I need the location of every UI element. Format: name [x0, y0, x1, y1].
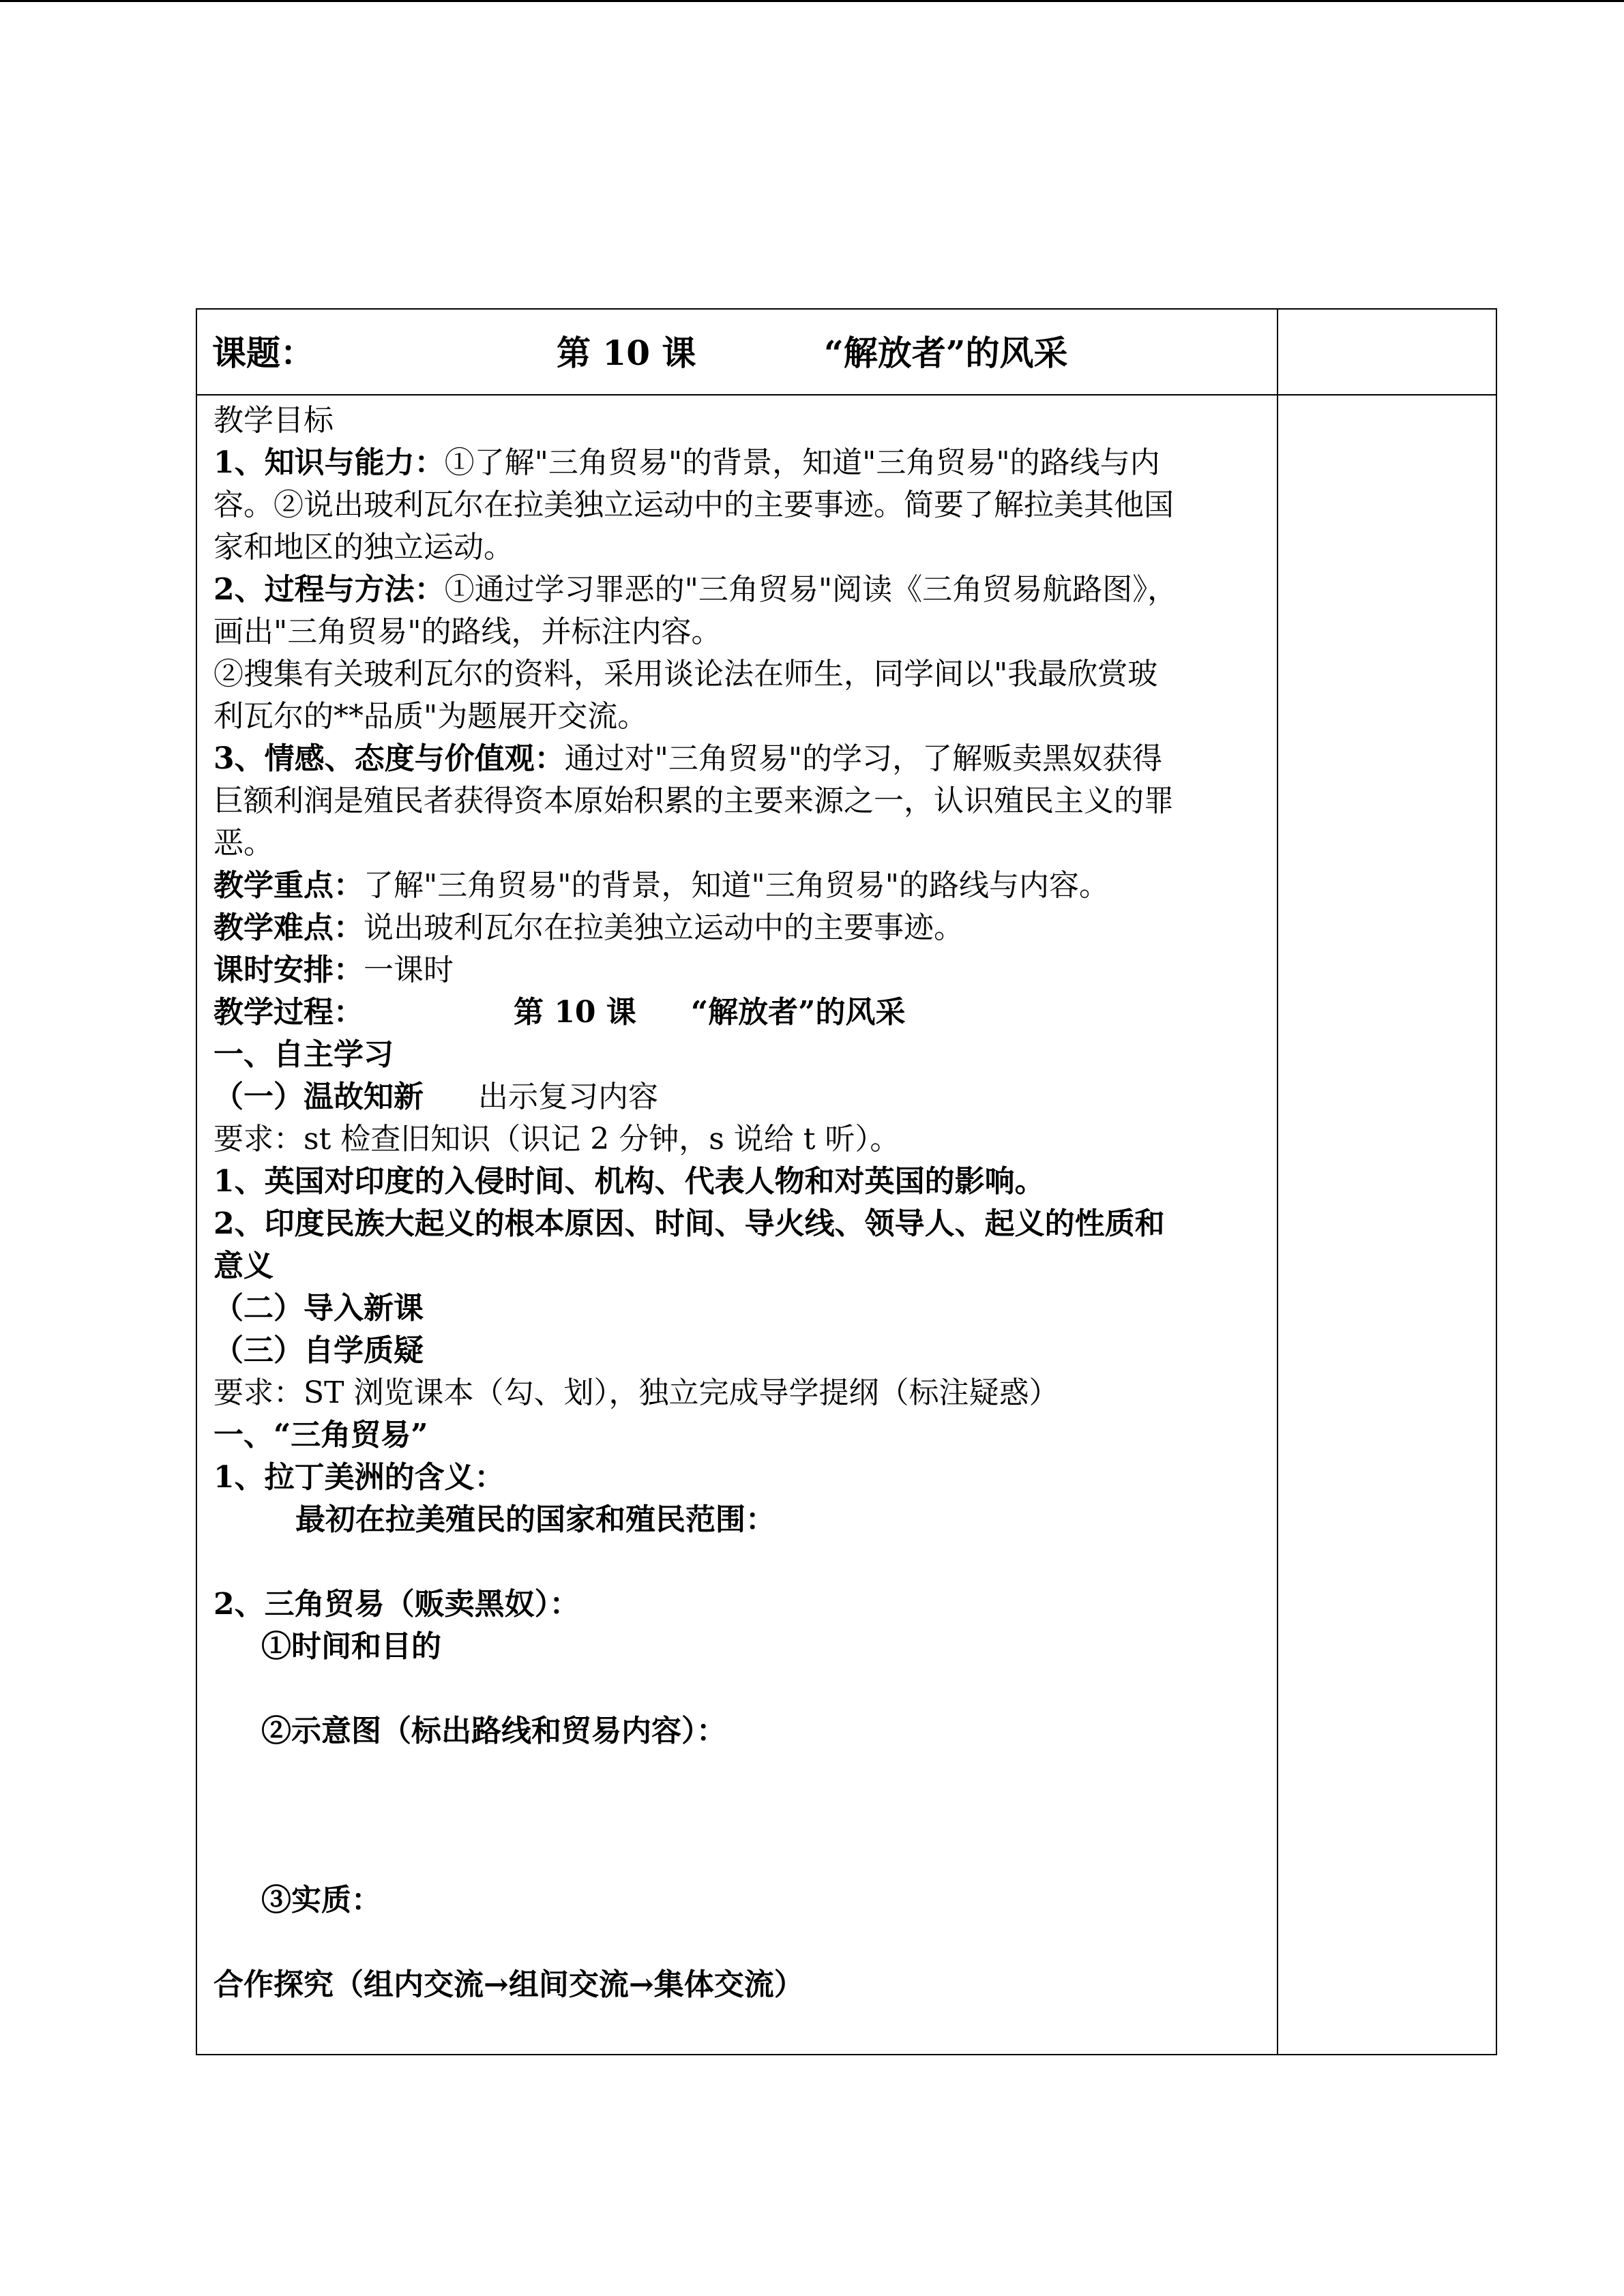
requirement-2: 要求：ST 浏览课本（勾、划），独立完成导学提纲（标注疑惑）	[213, 1375, 1059, 1410]
objective-2-line-2: 画出"三角贸易"的路线，并标注内容。	[213, 614, 722, 649]
cooperative-inquiry: 合作探究（组内交流→组间交流→集体交流）	[213, 1967, 804, 2002]
objective-3-text: 通过对"三角贸易"的学习，了解贩卖黑奴获得	[564, 741, 1163, 776]
diagram-question: ②示意图（标出路线和贸易内容）：	[261, 1714, 726, 1748]
title-lesson-name: “解放者”的风采	[824, 333, 1068, 373]
title-lesson-number: 第 10 课	[557, 333, 696, 373]
process-heading	[213, 992, 1267, 1034]
answer-space	[213, 1922, 1267, 1964]
difficulty-label: 教学难点：	[213, 910, 364, 945]
process-lesson-name: “解放者”的风采	[690, 995, 906, 1030]
latin-america-question: 1、拉丁美洲的含义：	[213, 1460, 505, 1495]
process-label: 教学过程：	[213, 995, 364, 1030]
objective-2-label: 2、过程与方法：	[213, 572, 445, 607]
title-label: 课题：	[212, 333, 314, 373]
difficulty-text: 说出玻利瓦尔在拉美独立运动中的主要事迹。	[364, 910, 964, 945]
process-lesson-number: 第 10 课	[514, 995, 636, 1030]
colonial-range-question: 最初在拉美殖民的国家和殖民范围：	[295, 1502, 776, 1537]
page-top-border	[0, 0, 1624, 2]
key-point-line	[213, 865, 1267, 907]
column-divider	[1277, 310, 1278, 2054]
triangle-trade-heading: 一、“三角贸易”	[213, 1418, 428, 1452]
objective-2-text: ①通过学习罪恶的"三角贸易"阅读《三角贸易航路图》，	[444, 572, 1178, 607]
review-question-2-line-2: 意义	[213, 1249, 274, 1283]
objective-3-line-1	[213, 738, 1267, 780]
objective-2-line-1	[213, 569, 1267, 611]
time-purpose-question: ①时间和目的	[261, 1629, 441, 1664]
triangle-trade-question: 2、三角贸易（贩卖黑奴）：	[213, 1587, 580, 1622]
objective-3-line-2: 巨额利润是殖民者获得资本原始积累的主要来源之一，认识殖民主义的罪	[213, 784, 1174, 818]
objective-2-line-3: ②搜集有关玻利瓦尔的资料，采用谈论法在师生，同学间以"我最欣赏玻	[213, 657, 1158, 691]
lesson-content	[213, 400, 1267, 2006]
requirement-1: 要求：st 检查旧知识（识记 2 分钟，s 说给 t 听）。	[213, 1122, 900, 1157]
review-label: （一）温故知新	[213, 1079, 424, 1114]
lesson-plan-table	[196, 308, 1497, 2055]
review-line	[213, 1076, 1267, 1118]
diagram-space	[213, 1753, 1267, 1879]
objective-1-text: ①了解"三角贸易"的背景，知道"三角贸易"的路线与内	[444, 445, 1160, 480]
review-text: 出示复习内容	[478, 1079, 658, 1114]
objective-3-line-3: 恶。	[213, 826, 274, 861]
key-point-label: 教学重点：	[213, 868, 364, 903]
schedule-label: 课时安排：	[213, 953, 364, 987]
objectives-heading: 教学目标	[213, 403, 334, 438]
objective-1-label: 1、知识与能力：	[213, 445, 445, 480]
self-question-heading: （三）自学质疑	[213, 1333, 424, 1368]
answer-space	[213, 1541, 1267, 1583]
review-question-1: 1、英国对印度的入侵时间、机构、代表人物和对英国的影响。	[213, 1164, 1045, 1199]
objective-3-label: 3、情感、态度与价值观：	[213, 741, 565, 776]
essence-question: ③实质：	[261, 1883, 381, 1918]
self-study-heading: 一、自主学习	[213, 1037, 394, 1072]
answer-space	[213, 1668, 1267, 1710]
new-lesson-heading: （二）导入新课	[213, 1291, 424, 1326]
objective-1-line-2: 容。②说出玻利瓦尔在拉美独立运动中的主要事迹。简要了解拉美其他国	[213, 488, 1174, 522]
title-row	[197, 310, 1496, 396]
objective-1-line-1	[213, 442, 1267, 484]
review-question-2-line-1: 2、印度民族大起义的根本原因、时间、导火线、领导人、起义的性质和	[213, 1206, 1165, 1241]
objective-2-line-4: 利瓦尔的**品质"为题展开交流。	[213, 699, 648, 734]
key-point-text: 了解"三角贸易"的背景，知道"三角贸易"的路线与内容。	[364, 868, 1109, 903]
objective-1-line-3: 家和地区的独立运动。	[213, 530, 514, 565]
schedule-line	[213, 949, 1267, 992]
difficulty-line	[213, 907, 1267, 949]
schedule-text: 一课时	[364, 953, 454, 987]
